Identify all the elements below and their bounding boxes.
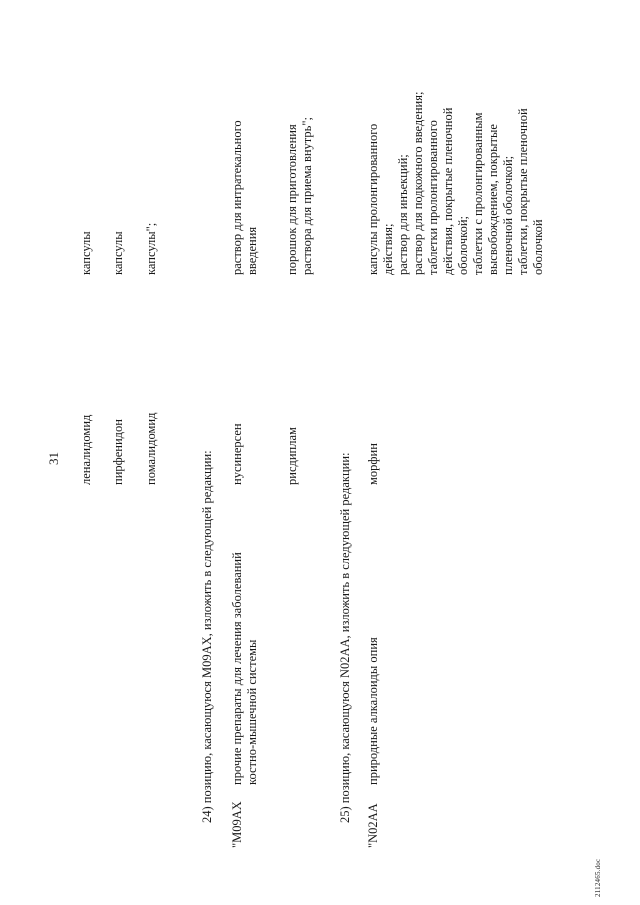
drug-form-lenalidomide: капсулы xyxy=(79,231,93,275)
form-line: таблетки пролонгированного действия, покрытые пленочной оболочкой; xyxy=(426,107,470,275)
group-m09ax: прочие препараты для лечения заболеваний костно-мышечной системы xyxy=(230,552,259,785)
drug-form-pirfenidone: капсулы xyxy=(111,231,125,275)
drug-name-lenalidomide: леналидомид xyxy=(79,414,93,485)
form-line: таблетки, покрытые пленочной оболочкой xyxy=(516,108,545,275)
section-25-heading: 25) позицию, касающуюся N02AA, изложить в следующей редакции: xyxy=(338,452,352,823)
drug-name-morphine: морфин xyxy=(366,443,380,485)
drug-name-risdiplam: рисдиплам xyxy=(285,427,299,485)
drug-name-pomalidomide: помалидомид xyxy=(144,412,158,485)
group-n02aa: природные алкалоиды опия xyxy=(366,637,380,785)
drug-form-pomalidomide: капсулы"; xyxy=(144,222,158,275)
form-line: капсулы пролонгированного действия; xyxy=(366,123,395,275)
drug-forms-morphine xyxy=(366,75,546,275)
drug-name-nusinersen: нусинерсен xyxy=(230,423,244,485)
section-24-heading: 24) позицию, касающуюся M09AX, изложить в следующей редакции: xyxy=(200,450,214,823)
footer-filename: 2112465.doc xyxy=(594,858,602,897)
form-line: раствор для инъекций; xyxy=(396,154,410,275)
drug-name-pirfenidone: пирфенидон xyxy=(111,419,125,485)
page-number: 31 xyxy=(46,452,61,465)
drug-form-nusinersen: раствор для интратекального введения xyxy=(230,120,259,275)
atc-code-m09ax: "M09AX xyxy=(230,801,244,848)
drug-form-risdiplam: порошок для приготовления раствора для приема внутрь"; xyxy=(285,117,314,275)
form-line: таблетки с пролонгированным высвобождением, покрытые пленочной оболочкой; xyxy=(471,112,515,275)
form-line: раствор для подкожного введения; xyxy=(411,91,425,275)
atc-code-n02aa: "N02AA xyxy=(366,803,380,848)
